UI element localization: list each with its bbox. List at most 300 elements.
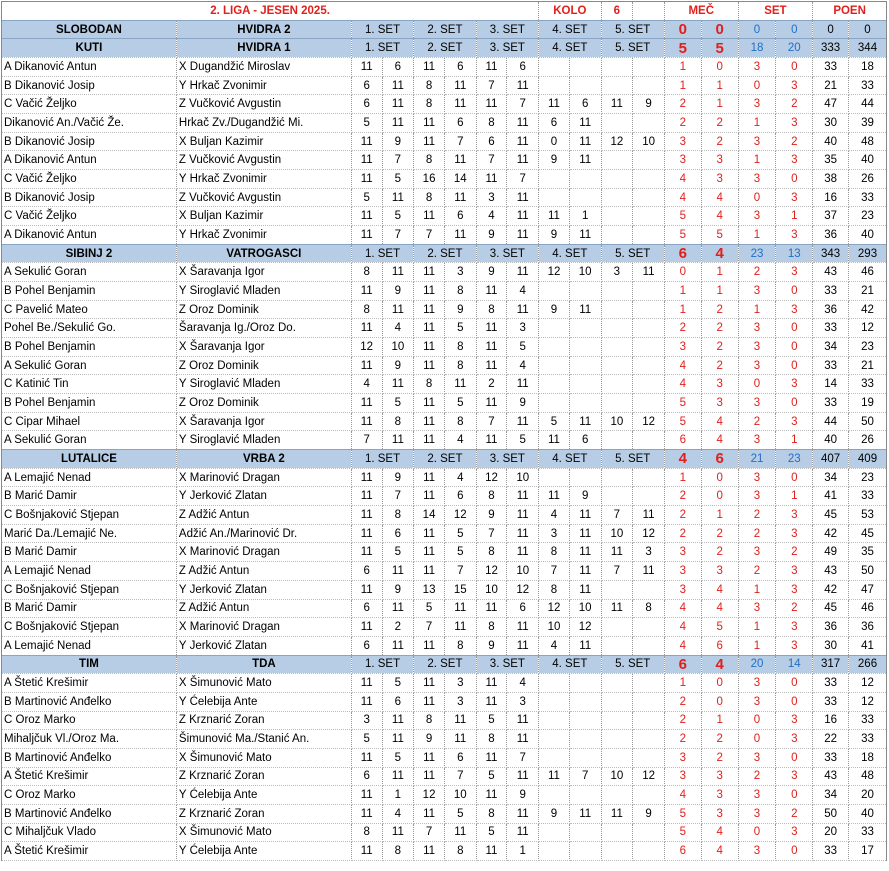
away-player: Hrkač Zv./Dugandžić Mi. <box>176 114 351 133</box>
away-player: X Marinović Dragan <box>176 618 351 637</box>
game-row <box>2 543 887 562</box>
set-score <box>601 300 633 319</box>
mec-home: 5 <box>664 226 701 245</box>
poen-home: 16 <box>813 711 849 730</box>
game-row <box>2 506 887 525</box>
set-score: 11 <box>414 543 445 562</box>
set-score: 11 <box>351 151 382 170</box>
game-row <box>2 114 887 133</box>
title-row <box>2 2 887 21</box>
game-row <box>2 823 887 842</box>
poen-home: 37 <box>813 207 849 226</box>
set-score: 3 <box>444 674 476 693</box>
set-away: 3 <box>776 562 813 581</box>
poen-home: 43 <box>813 562 849 581</box>
set-score: 10 <box>507 562 539 581</box>
set-home: 1 <box>738 226 776 245</box>
mec-home: 4 <box>664 375 701 394</box>
set-score: 7 <box>476 524 507 543</box>
mec-home: 4 <box>664 786 701 805</box>
set-score: 9 <box>382 356 414 375</box>
set-header: 4. SET <box>539 244 601 263</box>
mec-home: 4 <box>664 450 701 469</box>
set-score: 11 <box>569 524 601 543</box>
set-score: 11 <box>351 506 382 525</box>
set-score: 11 <box>382 767 414 786</box>
set-home: 3 <box>738 170 776 189</box>
kolo-value: 6 <box>601 2 633 21</box>
set-home: 3 <box>738 338 776 357</box>
poen-home: 40 <box>813 132 849 151</box>
set-header: 1. SET <box>351 244 413 263</box>
poen-away: 45 <box>849 524 887 543</box>
game-row <box>2 767 887 786</box>
set-score: 11 <box>382 636 414 655</box>
set-score: 5 <box>444 804 476 823</box>
mec-home: 4 <box>664 618 701 637</box>
home-player: C Pavelić Mateo <box>2 300 177 319</box>
set-score: 11 <box>414 842 445 861</box>
set-score: 12 <box>539 599 570 618</box>
set-score: 3 <box>601 263 633 282</box>
set-header: 5. SET <box>601 244 664 263</box>
mec-home: 2 <box>664 487 701 506</box>
set-score: 11 <box>351 356 382 375</box>
mec-away: 2 <box>701 356 738 375</box>
poen-away: 46 <box>849 263 887 282</box>
mec-away: 4 <box>701 599 738 618</box>
set-score: 11 <box>476 338 507 357</box>
set-score: 11 <box>414 132 445 151</box>
set-score <box>539 823 570 842</box>
set-score: 8 <box>414 76 445 95</box>
set-score <box>633 375 665 394</box>
set-score <box>539 170 570 189</box>
set-score <box>633 431 665 450</box>
set-away: 0 <box>776 282 813 301</box>
set-score: 6 <box>382 692 414 711</box>
home-player: C Cipar Mihael <box>2 412 177 431</box>
set-score: 11 <box>507 207 539 226</box>
set-score: 12 <box>633 412 665 431</box>
mec-away: 0 <box>701 468 738 487</box>
set-score: 10 <box>601 412 633 431</box>
mec-away: 1 <box>701 76 738 95</box>
set-score: 12 <box>539 263 570 282</box>
set-score: 6 <box>351 95 382 114</box>
mec-away: 0 <box>701 58 738 77</box>
set-score <box>633 282 665 301</box>
set-score: 11 <box>601 95 633 114</box>
home-player: A Sekulić Goran <box>2 431 177 450</box>
set-home: 3 <box>738 487 776 506</box>
set-score: 9 <box>382 282 414 301</box>
set-score <box>601 468 633 487</box>
poen-away: 36 <box>849 618 887 637</box>
set-score: 11 <box>539 487 570 506</box>
set-score: 11 <box>444 730 476 749</box>
mec-away: 2 <box>701 524 738 543</box>
poen-away: 21 <box>849 282 887 301</box>
home-player: B Martinović Anđelko <box>2 804 177 823</box>
set-score <box>569 823 601 842</box>
set-score <box>633 356 665 375</box>
home-player: C Oroz Marko <box>2 786 177 805</box>
set-score: 6 <box>444 748 476 767</box>
mec-away: 2 <box>701 114 738 133</box>
home-player: A Štetić Krešimir <box>2 767 177 786</box>
game-row <box>2 730 887 749</box>
set-score <box>601 151 633 170</box>
mec-home: 5 <box>664 804 701 823</box>
set-score: 5 <box>414 599 445 618</box>
set-score: 11 <box>476 748 507 767</box>
set-away: 3 <box>776 188 813 207</box>
set-away: 3 <box>776 767 813 786</box>
set-score <box>633 711 665 730</box>
poen-home: 35 <box>813 151 849 170</box>
poen-away: 46 <box>849 599 887 618</box>
game-row <box>2 76 887 95</box>
mec-home: 0 <box>664 20 701 39</box>
mec-away: 4 <box>701 580 738 599</box>
set-score: 9 <box>414 730 445 749</box>
poen-away: 33 <box>849 730 887 749</box>
set-score <box>539 282 570 301</box>
poen-home: 34 <box>813 468 849 487</box>
poen-home: 44 <box>813 412 849 431</box>
set-score: 11 <box>507 487 539 506</box>
mec-away: 4 <box>701 431 738 450</box>
mec-away: 4 <box>701 655 738 674</box>
set-score: 4 <box>507 674 539 693</box>
set-score <box>539 58 570 77</box>
poen-away: 293 <box>849 244 887 263</box>
set-home: 3 <box>738 394 776 413</box>
set-score: 9 <box>633 95 665 114</box>
mec-home: 2 <box>664 95 701 114</box>
set-score <box>633 338 665 357</box>
set-score: 6 <box>351 767 382 786</box>
mec-away: 5 <box>701 39 738 58</box>
set-score: 11 <box>382 431 414 450</box>
poen-home: 33 <box>813 674 849 693</box>
away-player: X Buljan Kazimir <box>176 207 351 226</box>
set-score: 3 <box>507 319 539 338</box>
set-score: 11 <box>507 151 539 170</box>
game-row <box>2 580 887 599</box>
set-score <box>601 226 633 245</box>
set-score: 8 <box>444 412 476 431</box>
game-row <box>2 356 887 375</box>
home-player: A Lemajić Nenad <box>2 468 177 487</box>
poen-away: 42 <box>849 300 887 319</box>
game-row <box>2 692 887 711</box>
set-score <box>539 76 570 95</box>
away-team: HVIDRA 1 <box>176 39 351 58</box>
set-score: 7 <box>382 151 414 170</box>
away-player: Y Ćelebija Ante <box>176 692 351 711</box>
home-player: A Dikanović Antun <box>2 226 177 245</box>
set-score: 11 <box>476 842 507 861</box>
mec-home: 5 <box>664 412 701 431</box>
game-row <box>2 58 887 77</box>
poen-away: 48 <box>849 767 887 786</box>
set-away: 0 <box>776 170 813 189</box>
set-score: 11 <box>601 599 633 618</box>
set-score: 9 <box>476 226 507 245</box>
game-row <box>2 599 887 618</box>
set-away: 0 <box>776 786 813 805</box>
set-score: 11 <box>569 412 601 431</box>
game-row <box>2 711 887 730</box>
mec-away: 4 <box>701 412 738 431</box>
set-score: 11 <box>414 412 445 431</box>
set-score <box>633 170 665 189</box>
mec-home: 5 <box>664 207 701 226</box>
mec-away: 6 <box>701 636 738 655</box>
poen-home: 14 <box>813 375 849 394</box>
set-score: 11 <box>444 599 476 618</box>
set-score <box>539 188 570 207</box>
set-score: 8 <box>382 506 414 525</box>
set-score: 11 <box>414 692 445 711</box>
set-away: 1 <box>776 431 813 450</box>
set-header: 1. SET <box>351 655 413 674</box>
home-player: A Dikanović Antun <box>2 58 177 77</box>
poen-away: 20 <box>849 786 887 805</box>
set-score: 4 <box>444 468 476 487</box>
set-score: 7 <box>601 562 633 581</box>
game-row <box>2 636 887 655</box>
home-player: C Vačić Željko <box>2 95 177 114</box>
set-score: 11 <box>507 524 539 543</box>
set-home: 2 <box>738 412 776 431</box>
set-score: 11 <box>507 636 539 655</box>
set-score: 8 <box>382 412 414 431</box>
mec-home: 4 <box>664 188 701 207</box>
mec-away: 1 <box>701 95 738 114</box>
set-score: 11 <box>414 282 445 301</box>
set-score: 4 <box>507 282 539 301</box>
set-score: 7 <box>476 76 507 95</box>
set-score <box>539 375 570 394</box>
set-score <box>601 786 633 805</box>
game-row <box>2 188 887 207</box>
set-score <box>539 356 570 375</box>
mec-away: 6 <box>701 450 738 469</box>
set-score: 8 <box>444 356 476 375</box>
mec-away: 2 <box>701 730 738 749</box>
mec-away: 1 <box>701 282 738 301</box>
poen-away: 35 <box>849 543 887 562</box>
poen-home: 40 <box>813 431 849 450</box>
set-score: 11 <box>569 226 601 245</box>
set-score: 11 <box>351 524 382 543</box>
set-score <box>633 300 665 319</box>
set-score <box>601 282 633 301</box>
set-score <box>601 114 633 133</box>
set-score: 11 <box>414 114 445 133</box>
set-score: 8 <box>539 543 570 562</box>
set-score: 8 <box>476 487 507 506</box>
set-home: 3 <box>738 599 776 618</box>
set-score: 11 <box>351 58 382 77</box>
poen-home: 20 <box>813 823 849 842</box>
game-row <box>2 674 887 693</box>
set-away: 0 <box>776 58 813 77</box>
set-score <box>633 786 665 805</box>
away-team: HVIDRA 2 <box>176 20 351 39</box>
set-score: 11 <box>476 95 507 114</box>
set-score <box>539 711 570 730</box>
set-score: 11 <box>476 786 507 805</box>
set-score <box>633 394 665 413</box>
set-score: 11 <box>633 263 665 282</box>
set-score: 11 <box>476 431 507 450</box>
set-score: 9 <box>382 580 414 599</box>
home-player: B Pohel Benjamin <box>2 338 177 357</box>
set-score <box>539 319 570 338</box>
mec-home: 1 <box>664 58 701 77</box>
set-home: 23 <box>738 244 776 263</box>
poen-home: 33 <box>813 842 849 861</box>
set-away: 0 <box>776 338 813 357</box>
set-score: 8 <box>414 151 445 170</box>
set-score: 7 <box>507 748 539 767</box>
set-score: 11 <box>507 132 539 151</box>
set-home: 0 <box>738 823 776 842</box>
mec-away: 2 <box>701 338 738 357</box>
poen-away: 40 <box>849 151 887 170</box>
away-team: VATROGASCI <box>176 244 351 263</box>
set-score: 11 <box>382 95 414 114</box>
set-score <box>539 842 570 861</box>
away-player: X Marinović Dragan <box>176 468 351 487</box>
set-score: 12 <box>633 524 665 543</box>
set-header: 1. SET <box>351 39 413 58</box>
set-score: 11 <box>414 804 445 823</box>
set-score: 11 <box>382 599 414 618</box>
poen-away: 409 <box>849 450 887 469</box>
mec-home: 1 <box>664 282 701 301</box>
set-score: 8 <box>476 300 507 319</box>
set-score: 6 <box>539 114 570 133</box>
poen-label: POEN <box>813 2 887 21</box>
away-player: Y Siroglavić Mladen <box>176 375 351 394</box>
set-score: 5 <box>382 394 414 413</box>
poen-away: 23 <box>849 338 887 357</box>
mec-away: 3 <box>701 170 738 189</box>
poen-home: 33 <box>813 319 849 338</box>
set-score: 7 <box>414 618 445 637</box>
set-score: 11 <box>507 188 539 207</box>
mec-home: 1 <box>664 300 701 319</box>
home-team: LUTALICE <box>2 450 177 469</box>
set-score: 11 <box>382 375 414 394</box>
away-player: Y Jerković Zlatan <box>176 580 351 599</box>
set-home: 3 <box>738 842 776 861</box>
set-score: 11 <box>414 468 445 487</box>
set-score <box>569 394 601 413</box>
set-score <box>569 711 601 730</box>
set-score: 11 <box>476 319 507 338</box>
mec-away: 5 <box>701 618 738 637</box>
set-score: 1 <box>507 842 539 861</box>
set-score: 9 <box>476 636 507 655</box>
set-score: 7 <box>382 487 414 506</box>
mec-away: 3 <box>701 786 738 805</box>
set-score: 6 <box>569 95 601 114</box>
set-score: 6 <box>351 599 382 618</box>
set-score: 11 <box>569 804 601 823</box>
away-player: X Marinović Dragan <box>176 543 351 562</box>
poen-away: 53 <box>849 506 887 525</box>
set-score <box>601 170 633 189</box>
set-score <box>569 692 601 711</box>
set-score: 9 <box>382 132 414 151</box>
set-score: 11 <box>414 431 445 450</box>
away-player: Y Hrkač Zvonimir <box>176 76 351 95</box>
set-score: 10 <box>539 618 570 637</box>
match-header-row <box>2 655 887 674</box>
home-player: B Pohel Benjamin <box>2 282 177 301</box>
poen-home: 36 <box>813 618 849 637</box>
set-score <box>601 748 633 767</box>
set-away: 0 <box>776 394 813 413</box>
set-away: 3 <box>776 412 813 431</box>
set-home: 2 <box>738 506 776 525</box>
set-score <box>569 356 601 375</box>
set-score: 12 <box>476 468 507 487</box>
title-spacer <box>633 2 665 21</box>
set-header: 2. SET <box>414 450 476 469</box>
set-score <box>539 468 570 487</box>
set-score: 11 <box>444 375 476 394</box>
away-player: Z Adžić Antun <box>176 599 351 618</box>
set-score: 3 <box>351 711 382 730</box>
set-score <box>569 58 601 77</box>
set-score: 13 <box>414 580 445 599</box>
mec-away: 2 <box>701 543 738 562</box>
mec-home: 3 <box>664 748 701 767</box>
away-player: Z Vučković Avgustin <box>176 151 351 170</box>
away-player: X Šimunović Mato <box>176 823 351 842</box>
away-player: Y Hrkač Zvonimir <box>176 170 351 189</box>
set-score <box>539 692 570 711</box>
poen-home: 43 <box>813 767 849 786</box>
mec-home: 6 <box>664 655 701 674</box>
set-score <box>601 76 633 95</box>
set-home: 0 <box>738 76 776 95</box>
set-score: 6 <box>382 524 414 543</box>
away-player: X Dugandžić Miroslav <box>176 58 351 77</box>
mec-home: 4 <box>664 636 701 655</box>
poen-away: 50 <box>849 412 887 431</box>
set-score: 11 <box>539 767 570 786</box>
poen-home: 333 <box>813 39 849 58</box>
set-away: 0 <box>776 356 813 375</box>
game-row <box>2 282 887 301</box>
set-away: 3 <box>776 114 813 133</box>
set-score: 7 <box>601 506 633 525</box>
poen-home: 43 <box>813 263 849 282</box>
set-score: 11 <box>507 412 539 431</box>
set-score: 11 <box>351 412 382 431</box>
away-player: Y Siroglavić Mladen <box>176 282 351 301</box>
set-score: 8 <box>539 580 570 599</box>
set-score: 11 <box>382 300 414 319</box>
